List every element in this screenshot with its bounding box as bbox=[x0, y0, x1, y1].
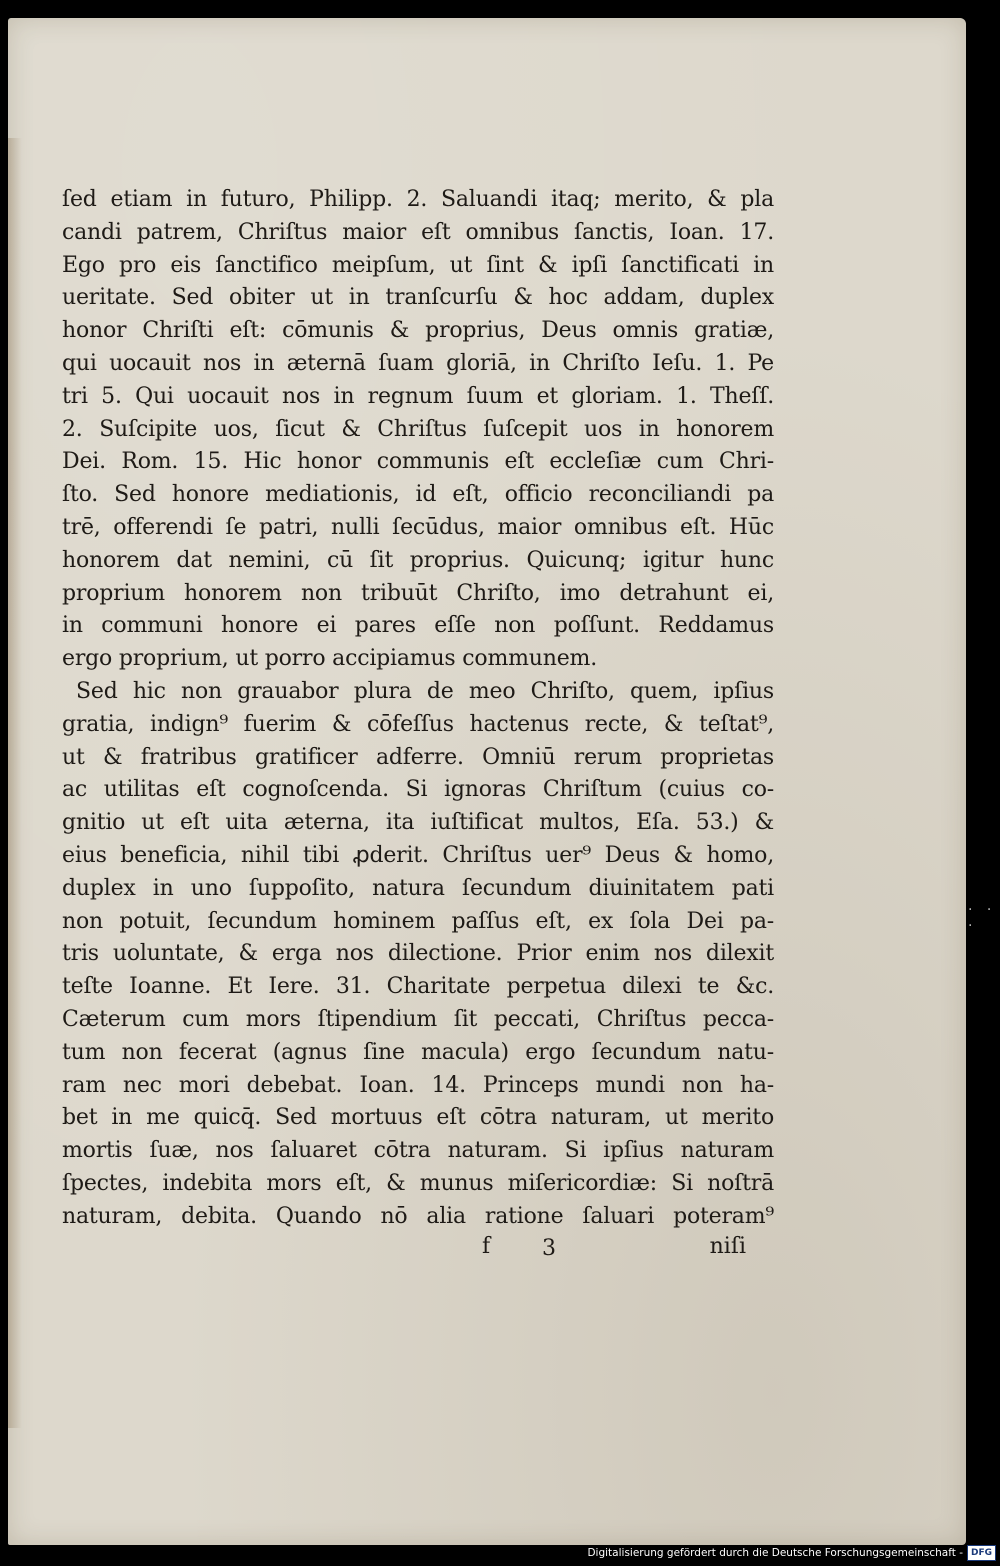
text-line: 2. Suſcipite uos, ſicut & Chriſtus ſuſcepit uos in honorem bbox=[62, 416, 774, 442]
text-line: honor Chriſti eſt: cōmunis & proprius, Deus omnis gratiæ, bbox=[62, 318, 774, 344]
text-line: candi patrem, Chriſtus maior eſt omnibus ſanctis, Ioan. 17. bbox=[62, 219, 774, 245]
text-line: proprium honorem non tribuūt Chriſto, imo detrahunt ei, bbox=[62, 580, 774, 606]
text-line: ſto. Sed honore mediationis, id eſt, officio reconciliandi pa bbox=[62, 482, 774, 508]
text-line: qui uocauit nos in æternā ſuam gloriā, in Chriſto Ieſu. 1. Pe bbox=[62, 350, 774, 376]
book-page bbox=[8, 18, 966, 1545]
catchword: niſi bbox=[709, 1234, 746, 1259]
text-line: honorem dat nemini, cū ſit proprius. Quicunq; igitur hunc bbox=[62, 547, 774, 573]
text-line: mortis ſuæ, nos ſaluaret cōtra naturam. Si ipſius naturam bbox=[62, 1138, 774, 1164]
text-line: naturam, debita. Quando nō alia ratione ſaluari poteram⁹ bbox=[62, 1203, 774, 1229]
digitization-credit bbox=[587, 1544, 996, 1562]
text-line: ſpectes, indebita mors eſt, & munus miſericordiæ: Si noſtrā bbox=[62, 1170, 774, 1196]
signature-mark: f bbox=[482, 1234, 491, 1259]
text-line: duplex in uno ſuppoſito, natura ſecundum diuinitatem pati bbox=[62, 875, 774, 901]
text-line: Ego pro eis ſanctifico meipſum, ut ſint & ipſi ſanctificati in bbox=[62, 252, 774, 278]
text-line: Cæterum cum mors ſtipendium ſit peccati, Chriſtus pecca- bbox=[62, 1006, 774, 1032]
text-line: non potuit, ſecundum hominem paſſus eſt, ex ſola Dei pa- bbox=[62, 908, 774, 934]
body-text bbox=[62, 184, 774, 1234]
text-line: Dei. Rom. 15. Hic honor communis eſt eccleſiæ cum Chri- bbox=[62, 449, 774, 475]
page-gutter-shadow bbox=[8, 138, 22, 1428]
text-line: ram nec mori debebat. Ioan. 14. Princeps mundi non ha- bbox=[62, 1072, 774, 1098]
credit-text: Digitalisierung gefördert durch die Deutsche Forschungsgemeinschaft - bbox=[587, 1547, 963, 1559]
text-line: ueritate. Sed obiter ut in tranſcurſu & hoc addam, duplex bbox=[62, 285, 774, 311]
text-line: ut & fratribus gratificer adferre. Omniū rerum proprietas bbox=[62, 744, 774, 770]
text-line: tum non fecerat (agnus ſine macula) ergo ſecundum natu- bbox=[62, 1039, 774, 1065]
edge-dots: · · · bbox=[968, 902, 997, 934]
text-line: trē, offerendi ſe patri, nulli ſecūdus, maior omnibus eſt. Hūc bbox=[62, 514, 774, 540]
text-line: bet in me quicq̄. Sed mortuus eſt cōtra naturam, ut merito bbox=[62, 1105, 774, 1131]
text-line: tri 5. Qui uocauit nos in regnum ſuum et gloriam. 1. Theſſ. bbox=[62, 383, 774, 409]
signature-line bbox=[482, 1234, 746, 1268]
dfg-logo: DFG bbox=[967, 1545, 996, 1561]
text-line: ac utilitas eſt cognoſcenda. Si ignoras Chriſtum (cuius co- bbox=[62, 777, 774, 803]
paragraph-end-line: ergo proprium, ut porro accipiamus communem. bbox=[62, 646, 598, 672]
text-line: gratia, indign⁹ fuerim & cōfeſſus hactenus recte, & teſtat⁹, bbox=[62, 711, 774, 737]
signature-number: 3 bbox=[542, 1236, 556, 1261]
text-line: in communi honore ei pares eſſe non poſſunt. Reddamus bbox=[62, 613, 774, 639]
text-line: teſte Ioanne. Et Iere. 31. Charitate perpetua dilexi te &c. bbox=[62, 974, 774, 1000]
text-line: eius beneficia, nihil tibi ꝓderit. Chriſtus uer⁹ Deus & homo, bbox=[62, 842, 774, 868]
text-line: gnitio ut eſt uita æterna, ita iuſtificat multos, Eſa. 53.) & bbox=[62, 810, 774, 836]
text-line: tris uoluntate, & erga nos dilectione. Prior enim nos dilexit bbox=[62, 941, 774, 967]
text-line: ſed etiam in futuro, Philipp. 2. Saluandi itaq; merito, & pla bbox=[62, 187, 774, 212]
paragraph-start-line: Sed hic non grauabor plura de meo Chriſto, quem, ipſius bbox=[76, 678, 774, 704]
